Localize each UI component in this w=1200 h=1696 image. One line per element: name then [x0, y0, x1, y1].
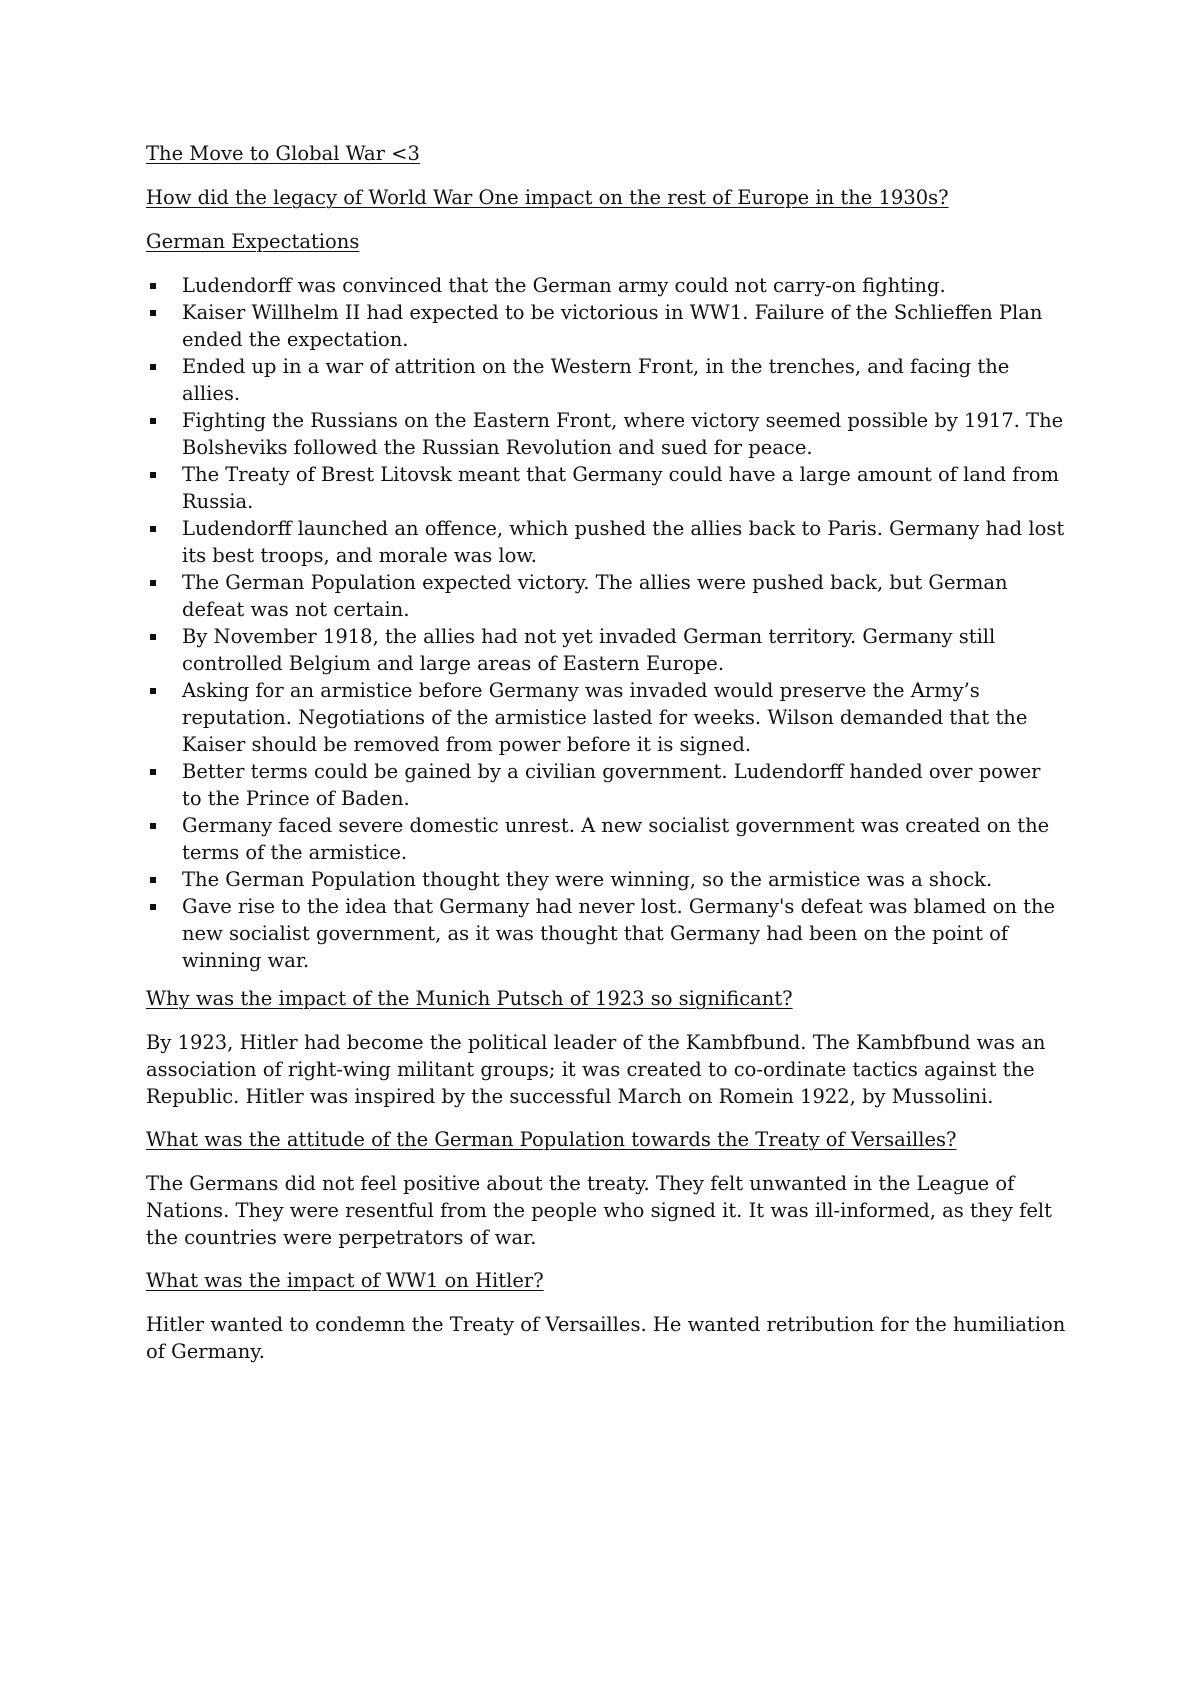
square-bullet-icon — [150, 688, 156, 694]
german-expectations-heading: German Expectations — [146, 230, 360, 253]
list-item — [146, 569, 1066, 623]
square-bullet-icon — [150, 634, 156, 640]
list-item — [146, 866, 1066, 893]
square-bullet-icon — [150, 418, 156, 424]
square-bullet-icon — [150, 283, 156, 289]
square-bullet-icon — [150, 472, 156, 478]
list-item — [146, 515, 1066, 569]
list-item — [146, 353, 1066, 407]
list-item — [146, 812, 1066, 866]
list-item-text: The German Population thought they were winning, so the armistice was a shock. — [182, 868, 993, 891]
square-bullet-icon — [150, 823, 156, 829]
list-item — [146, 623, 1066, 677]
square-bullet-icon — [150, 769, 156, 775]
list-item-text: Asking for an armistice before Germany was invaded would preserve the Army’s reputation. Negotiations of the armistice lasted for weeks. Wilson demanded that the Kaiser should be removed from power before it is signed. — [182, 679, 1028, 756]
square-bullet-icon — [150, 877, 156, 883]
document-title: The Move to Global War <3 — [146, 142, 420, 165]
list-item-text: The Treaty of Brest Litovsk meant that Germany could have a large amount of land from Russia. — [182, 463, 1060, 513]
list-item-text: The German Population expected victory. The allies were pushed back, but German defeat was not certain. — [182, 571, 1008, 621]
list-item-text: Ended up in a war of attrition on the Western Front, in the trenches, and facing the allies. — [182, 355, 1010, 405]
list-item — [146, 677, 1066, 758]
munich-putsch-paragraph: By 1923, Hitler had become the political leader of the Kambfbund. The Kambfbund was an association of right-wing militant groups; it was created to co-ordinate tactics against the Republic. Hitler was inspired by the successful March on Romein 1922, by Mussolini. — [146, 1031, 1046, 1108]
list-item-text: Fighting the Russians on the Eastern Front, where victory seemed possible by 1917. The Bolsheviks followed the Russian Revolution and sued for peace. — [182, 409, 1064, 459]
list-item — [146, 407, 1066, 461]
main-question-heading: How did the legacy of World War One impact on the rest of Europe in the 1930s? — [146, 186, 949, 209]
list-item — [146, 893, 1066, 974]
munich-putsch-heading: Why was the impact of the Munich Putsch of 1923 so significant? — [146, 987, 793, 1010]
list-item-text: Ludendorff launched an offence, which pushed the allies back to Paris. Germany had lost its best troops, and morale was low. — [182, 517, 1065, 567]
list-item-text: Better terms could be gained by a civilian government. Ludendorff handed over power to the Prince of Baden. — [182, 760, 1041, 810]
square-bullet-icon — [150, 310, 156, 316]
list-item-text: By November 1918, the allies had not yet invaded German territory. Germany still controlled Belgium and large areas of Eastern Europe. — [182, 625, 996, 675]
square-bullet-icon — [150, 526, 156, 532]
list-item-text: Kaiser Willhelm II had expected to be victorious in WW1. Failure of the Schlieffen Plan ended the expectation. — [182, 301, 1043, 351]
ww1-hitler-paragraph: Hitler wanted to condemn the Treaty of Versailles. He wanted retribution for the humiliation of Germany. — [146, 1313, 1066, 1363]
list-item-text: Gave rise to the idea that Germany had never lost. Germany's defeat was blamed on the new socialist government, as it was thought that Germany had been on the point of winning war. — [182, 895, 1056, 972]
list-item — [146, 758, 1066, 812]
german-expectations-list — [146, 272, 1066, 974]
list-item-text: Ludendorff was convinced that the German army could not carry-on fighting. — [182, 274, 946, 297]
list-item — [146, 461, 1066, 515]
square-bullet-icon — [150, 580, 156, 586]
list-item — [146, 272, 1066, 299]
ww1-hitler-heading: What was the impact of WW1 on Hitler? — [146, 1269, 544, 1292]
square-bullet-icon — [150, 904, 156, 910]
versailles-attitude-heading: What was the attitude of the German Population towards the Treaty of Versailles? — [146, 1128, 957, 1151]
square-bullet-icon — [150, 364, 156, 370]
versailles-attitude-paragraph: The Germans did not feel positive about the treaty. They felt unwanted in the League of Nations. They were resentful from the people who signed it. It was ill-informed, as they felt the countries were perpetrators of war. — [146, 1172, 1052, 1249]
list-item-text: Germany faced severe domestic unrest. A new socialist government was created on the terms of the armistice. — [182, 814, 1050, 864]
document-page — [146, 140, 1066, 1381]
list-item — [146, 299, 1066, 353]
